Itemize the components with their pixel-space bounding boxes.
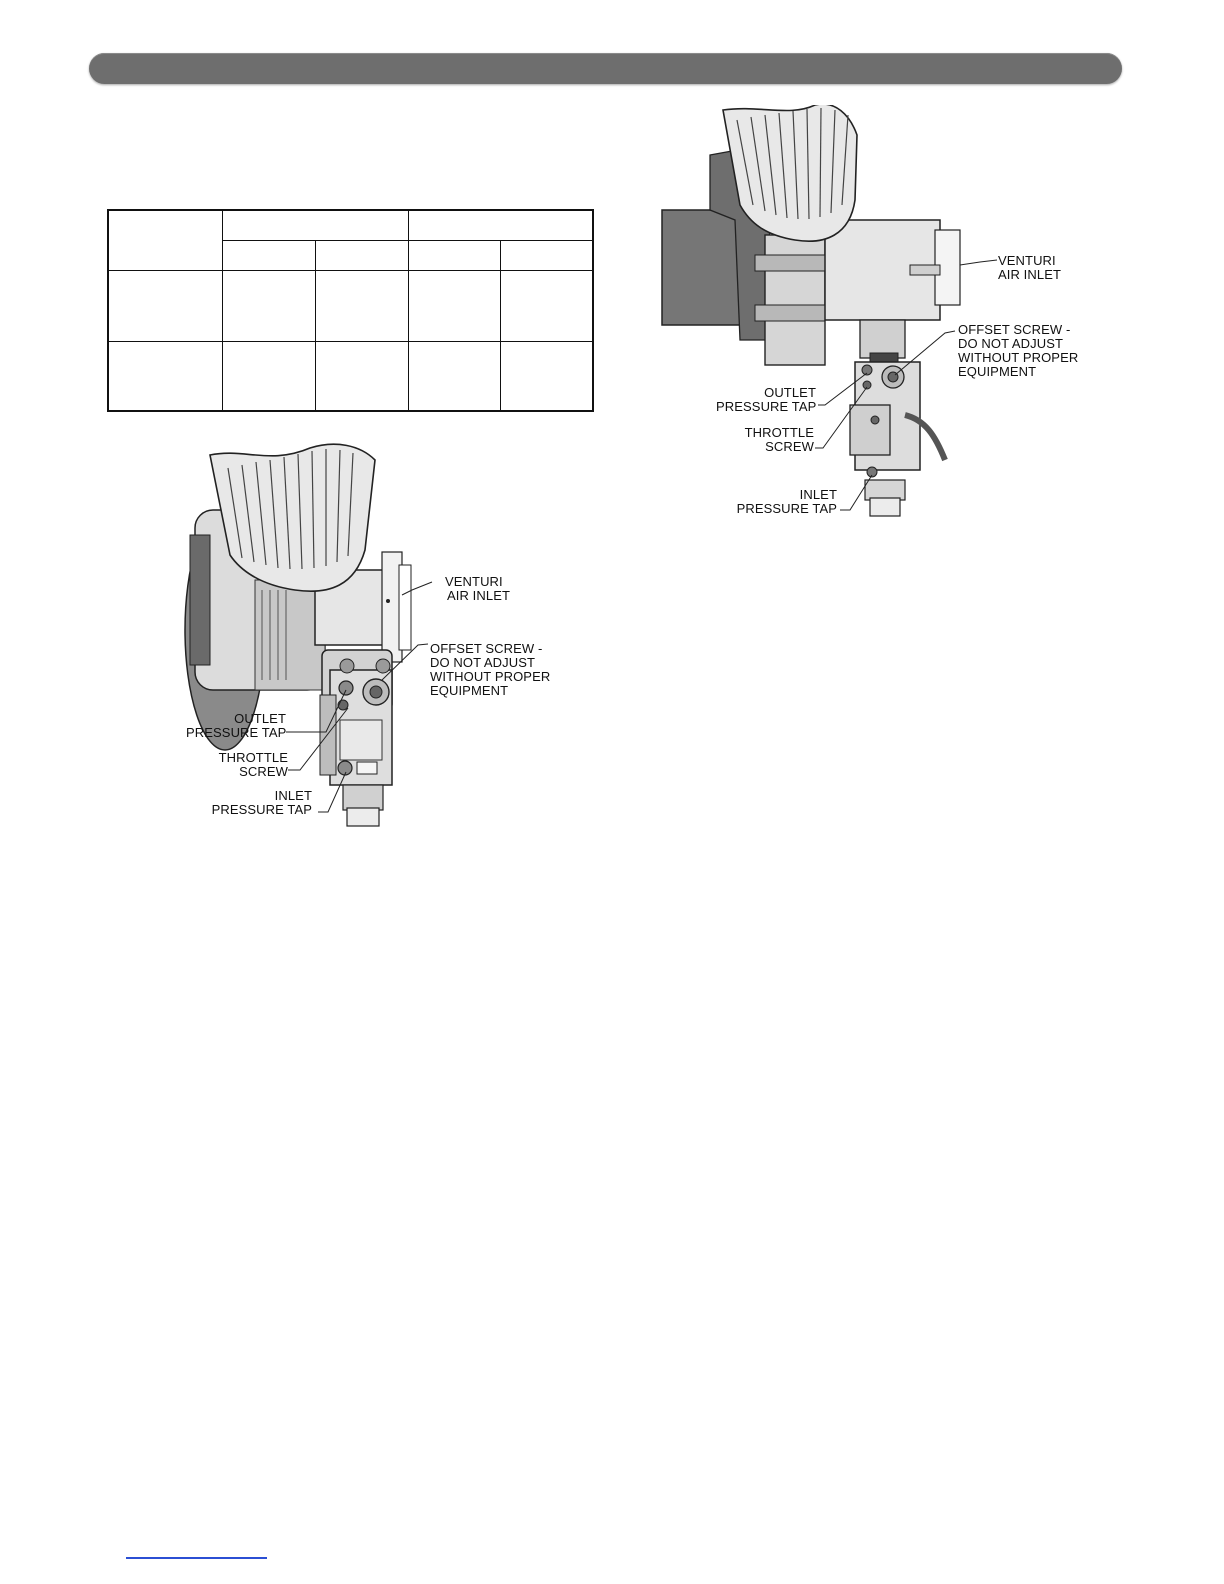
- inlet-pressure-tap-label-right: INLET PRESSURE TAP: [736, 487, 837, 516]
- blower-valve-illustration-alt: [655, 105, 1075, 525]
- gas-valve-figure-right: [655, 105, 1075, 525]
- throttle-screw-label-right: THROTTLE SCREW: [744, 425, 814, 454]
- outlet-pressure-tap-label-right: OUTLET PRESSURE TAP: [716, 385, 817, 414]
- header-bar: [89, 53, 1122, 84]
- table-header-cell: [108, 210, 222, 270]
- table-cell: [222, 341, 315, 411]
- table-cell: [108, 270, 222, 341]
- venturi-air-inlet-label: VENTURI AIR INLET: [445, 574, 511, 603]
- offset-screw-label: OFFSET SCREW - DO NOT ADJUST WITHOUT PROPER EQUIPMENT: [430, 641, 551, 698]
- table-cell: [315, 270, 408, 341]
- blower-valve-illustration: [150, 440, 590, 840]
- table-row: [108, 341, 593, 411]
- inlet-pressure-tap-label: INLET PRESSURE TAP: [211, 788, 312, 817]
- table-header-row: [108, 210, 593, 240]
- table-cell: [408, 341, 500, 411]
- table-header-cell: [408, 210, 593, 240]
- table-cell: [222, 270, 315, 341]
- table-cell: [500, 270, 593, 341]
- table-cell: [408, 270, 500, 341]
- table-row: [108, 270, 593, 341]
- offset-screw-label-right: OFFSET SCREW - DO NOT ADJUST WITHOUT PROPER EQUIPMENT: [958, 322, 1079, 379]
- venturi-air-inlet-label-right: VENTURI AIR INLET: [998, 253, 1062, 282]
- table-subheader-cell: [408, 240, 500, 270]
- footer-link-underline[interactable]: [126, 1557, 267, 1559]
- table-subheader-cell: [500, 240, 593, 270]
- table-cell: [500, 341, 593, 411]
- table-cell: [315, 341, 408, 411]
- outlet-pressure-tap-label: OUTLET PRESSURE TAP: [186, 711, 287, 740]
- spec-table: [107, 209, 594, 412]
- table-subheader-cell: [315, 240, 408, 270]
- table-cell: [108, 341, 222, 411]
- table-subheader-cell: [222, 240, 315, 270]
- throttle-screw-label: THROTTLE SCREW: [218, 750, 288, 779]
- table-header-cell: [222, 210, 408, 240]
- gas-valve-figure-left: [150, 440, 590, 840]
